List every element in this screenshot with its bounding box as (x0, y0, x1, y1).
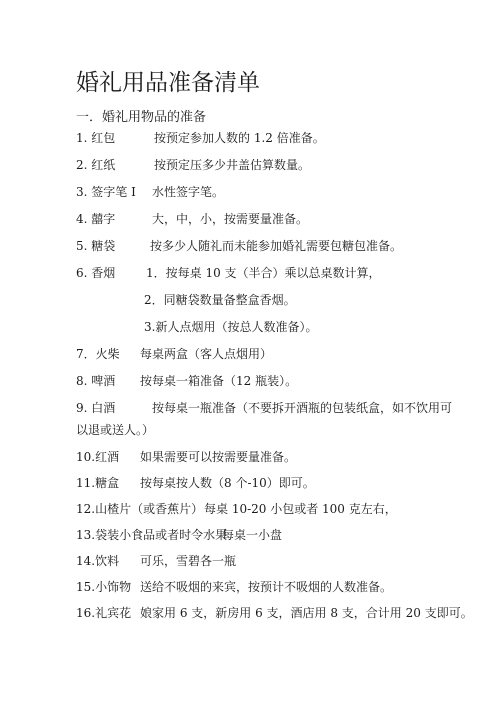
list-item (76, 157, 311, 173)
item-text: 大，中，小，按需要量准备。 (152, 212, 309, 226)
item-label: 10.红酒 (76, 450, 120, 464)
item-label: 16.礼宾花 (76, 606, 132, 620)
list-item (76, 265, 381, 281)
item-text: 如果需要可以按需要量准备。 (140, 450, 297, 464)
item-label: 2. 红纸 (76, 158, 116, 172)
list-item-continuation: 以退或送人。） (76, 423, 155, 437)
list-item (76, 579, 393, 595)
item-label: 9. 白酒 (76, 401, 116, 415)
item-text: 每桌 10-20 小包或者 100 克左右， (204, 502, 397, 516)
list-item (76, 400, 453, 416)
item-text: 按预定压多少井盖估算数量。 (154, 158, 311, 172)
item-text: 按每桌一瓶准备（不要拆开酒瓶的包装纸盒，如不饮用可 (152, 401, 453, 415)
item-text: 按多少人随礼而未能参加婚礼需要包糖包准备。 (150, 239, 403, 253)
list-item (76, 605, 473, 621)
item-text: 按每桌一箱准备（12 瓶装）。 (140, 374, 298, 388)
item-text: 可乐，雪碧各一瓶 (140, 554, 237, 568)
list-item (76, 238, 403, 254)
item-label: 13.袋装小食品或者时令水果 (76, 528, 228, 542)
item-text: 每桌两盒（客人点烟用） (140, 347, 273, 361)
item-text: 按每桌按人数（8 个-10）即可。 (140, 476, 315, 490)
list-item (76, 346, 273, 362)
list-item (76, 130, 325, 146)
item-text: 按预定参加人数的 1.2 倍准备。 (154, 131, 325, 145)
list-item (76, 211, 309, 227)
item-label: 14.饮料 (76, 554, 120, 568)
item-label: 8. 啤酒 (76, 374, 116, 388)
item-text: 1．按每桌 10 支（半合）乘以总桌数计算， (146, 266, 381, 280)
item-text: 水性签字笔。 (152, 185, 225, 199)
item-label: 1. 红包 (76, 131, 116, 145)
list-item-continuation: 3.新人点烟用（按总人数准备）。 (144, 320, 318, 334)
list-item (76, 527, 283, 543)
page-title: 婚礼用品准备清单 (76, 70, 260, 96)
list-item (76, 184, 225, 200)
section-heading: 一．婚礼用物品的准备 (76, 110, 207, 125)
item-text: 娘家用 6 支，新房用 6 支，酒店用 8 支，合计用 20 支即可。 (140, 606, 473, 620)
item-text: 送给不吸烟的来宾，按预计不吸烟的人数准备。 (140, 580, 393, 594)
list-item (76, 449, 297, 465)
item-label: 6. 香烟 (76, 266, 116, 280)
item-label: 7．火柴 (76, 347, 120, 361)
item-label: 11.糖盒 (76, 476, 120, 490)
item-label: 12.山楂片（或香蕉片） (76, 502, 204, 516)
item-label: 4. 囍字 (76, 212, 116, 226)
list-item-continuation: 2．同糖袋数量备整盒香烟。 (144, 293, 296, 307)
item-label: 5. 糖袋 (76, 239, 116, 253)
list-item (76, 501, 397, 517)
item-label: 15.小饰物 (76, 580, 132, 594)
list-item (76, 553, 237, 569)
item-text: 每桌一小盘 (222, 528, 283, 542)
list-item (76, 475, 315, 491)
list-item (76, 373, 298, 389)
item-label: 3. 签字笔 I (76, 185, 136, 199)
